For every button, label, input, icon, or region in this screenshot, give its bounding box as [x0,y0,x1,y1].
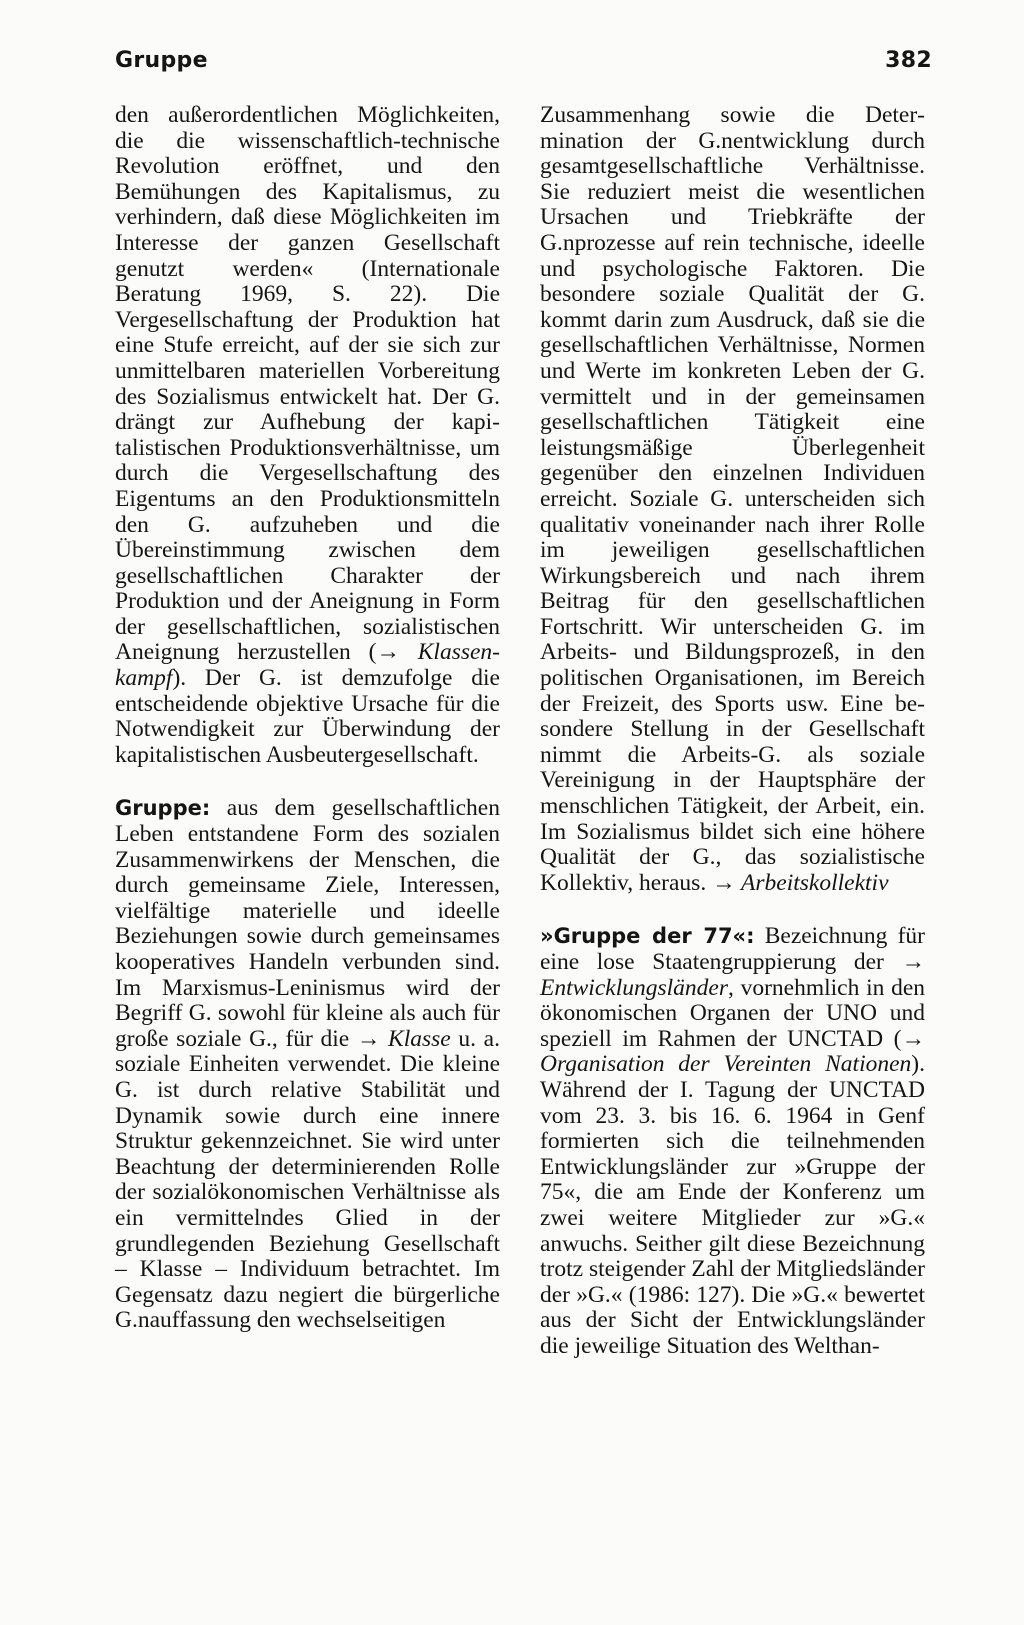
entry-text: u. a. soziale Einheiten verwendet. Die kleine G. ist durch relative Stabilität und Dynamik sowie durch eine innere Struktur gekennzeichnet. Sie wird unter Beachtung der determinierenden Rolle der sozialökonomischen Verhältnisse als ein vermittelndes Glied in der grundlegenden Beziehung Gesellschaft – Klasse – Individuum betrachtet. Im Gegensatz dazu negiert die bürgerliche G.nauffassung den wechselseitigen [115,1025,500,1334]
entry-text: aus dem gesellschaftlichen Leben entstandene Form des sozialen Zusammenwirkens der Menschen, die durch gemeinsame Ziele, Interessen, vielfältige materielle und ideelle Beziehungen sowie durch gemeinsames kooperatives Handeln verbunden sind. Im Marxismus-Leninismus wird der Begriff G. sowohl für kleine als auch für große soziale G., für die [115,795,500,1052]
entry-text: ). Der G. ist demzufolge die entscheidende objektive Ursache für die Notwendigkeit zur Überwindung der kapitalistischen Ausbeutergesellschaft. [115,665,500,768]
page-number: 382 [885,48,932,73]
entry-text: den außerordentlichen Möglichkeiten, die die wissenschaftlich-technische Revolution eröffnet, und den Bemühungen des Kapitalismus, zu verhindern, daß diese Möglichkeiten im Interesse der ganzen Gesellschaft genutzt werden« (Internationale Beratung 1969, S. 22). Die Vergesellschaftung der Produktion hat eine Stufe erreicht, auf der sie sich zur unmittelbaren materiellen Vorbereitung des Sozialismus entwickelt hat. Der G. drängt zur Aufhebung der kapitalistischen Produktionsverhältnisse, um durch die Vergesellschaftung des Eigentums an den Produktionsmitteln den G. aufzuheben und die Übereinstimmung zwischen dem gesellschaftlichen Charakter der Produktion und der Aneignung in Form der gesellschaftlichen, sozialistischen Aneignung herzustellen ( [115,102,500,666]
entry-text: Bezeichnung für eine lose Staatengruppierung der [540,923,925,975]
left-column [115,103,500,1334]
entry-gruppe-continued [540,103,925,896]
entry-headword: »Gruppe der 77«: [540,924,755,949]
entry-gruppe [115,796,500,1333]
entry-text: , vornehmlich in den ökonomischen Organen der UNO und speziell im Rahmen der UNCTAD ( [540,974,925,1052]
running-head [115,48,932,78]
entry-text: Zusammenhang sowie die Determination der G.nentwicklung durch gesamtgesellschaftliche Verhältnisse. Sie reduziert meist die wesentlichen Ursachen und Triebkräfte der G.nprozesse auf rein technische, ideelle und psychologische Faktoren. Die besondere soziale Qualität der G. kommt darin zum Ausdruck, daß sie die gesellschaftlichen Verhältnisse, Normen und Werte im konkreten Leben der G. vermittelt und in der gemeinsamen gesellschaftlichen Tätigkeit eine leistungsmäßige Überlegenheit gegenüber den einzelnen Individuen erreicht. Soziale G. unterscheiden sich qualitativ voneinander nach ihrer Rolle im jeweiligen gesellschaftlichen Wirkungsbereich und nach ihrem Beitrag für den gesellschaftlichen Fortschritt. Wir unterscheiden G. im Arbeits- und Bildungsprozeß, in den politischen Organisationen, im Bereich der Freizeit, des Sports usw. Eine besondere Stellung in der Gesellschaft nimmt die Arbeits-G. als soziale Vereinigung in der Hauptsphäre der menschlichen Tätigkeit, der Arbeit, ein. Im Sozialismus bildet sich eine höhere Qualität der G., das sozialistische Kollektiv, heraus. [540,102,925,896]
cross-reference-uno: → Organisation der Vereinten Nationen [540,1025,925,1078]
running-head-word: Gruppe [115,48,208,73]
cross-reference-klassenkampf: → Klassenkampf [115,639,500,692]
entry-continuation [115,103,500,768]
cross-reference-klasse: → Klasse [356,1025,451,1052]
cross-reference-entwicklungslaender: → Entwicklungsländer [540,949,925,1001]
entry-text: ). Während der I. Tagung der UNCTAD vom 23. 3. bis 16. 6. 1964 in Genf formierten sich die teilnehmenden Entwicklungsländer zur »Gruppe der 75«, die am Ende der Konferenz um zwei weitere Mitglieder zur »G.« anwuchs. Seither gilt diese Bezeichnung trotz steigender Zahl der Mitgliedsländer der »G.« (1986: 127). Die »G.« bewertet aus der Sicht der Entwicklungsländer die jeweilige Situation des Welthan- [540,1051,926,1359]
cross-reference-arbeitskollektiv: → Arbeitskollektiv [712,869,889,896]
right-column [540,103,925,1360]
entry-gruppe-der-77 [540,924,925,1359]
entry-headword: Gruppe: [115,796,211,821]
